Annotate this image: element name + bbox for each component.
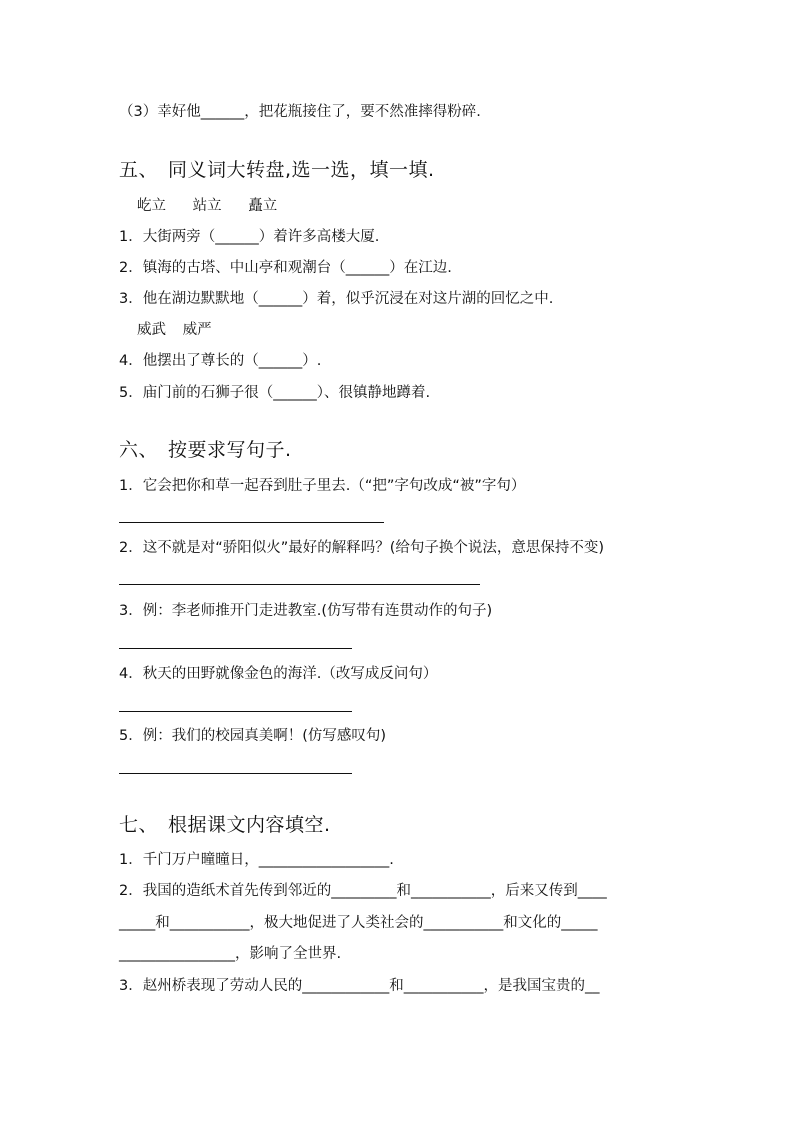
section-5-heading: 五、 同义词大转盘,选一选，填一填. xyxy=(119,159,435,181)
answer-line[interactable] xyxy=(119,648,352,649)
item-s5-2: 2．镇海的古塔、中山亭和观潮台（______）在江边. xyxy=(119,260,452,276)
word-group-2 xyxy=(137,320,234,340)
section-7-heading: 七、 根据课文内容填空. xyxy=(119,814,331,836)
item-s7-2b: _____和___________，极大地促进了人类社会的___________和文化的_____ xyxy=(119,915,598,931)
item-s6-1: 1．它会把你和草一起吞到肚子里去.（“把”字句改成“被”字句） xyxy=(119,478,526,494)
section-6-heading: 六、 按要求写句子. xyxy=(119,439,292,461)
answer-line[interactable] xyxy=(119,584,480,585)
item-s7-3: 3．赵州桥表现了劳动人民的____________和___________，是我国宝贵的__ xyxy=(119,978,600,994)
word-option: 威严 xyxy=(182,322,212,338)
item-s7-2a: 2．我国的造纸术首先传到邻近的_________和___________，后来又传到____ xyxy=(119,883,607,899)
item-s5-3: 3．他在湖边默默地（______）着，似乎沉浸在对这片湖的回忆之中. xyxy=(119,291,554,307)
item-s6-2: 2．这不就是对“骄阳似火”最好的解释吗？(给句子换个说法，意思保持不变) xyxy=(119,540,605,556)
answer-line[interactable] xyxy=(119,773,352,774)
item-s6-3: 3．例：李老师推开门走进教室.(仿写带有连贯动作的句子) xyxy=(119,603,493,619)
item-s5-1: 1．大街两旁（______）着许多高楼大厦. xyxy=(119,229,380,245)
word-option: 威武 xyxy=(137,322,166,338)
word-option: 屹立 xyxy=(137,198,166,214)
item-s4-3: （3）幸好他______，把花瓶接住了，要不然准摔得粉碎. xyxy=(119,104,481,120)
item-s7-1: 1．千门万户曈曈日，__________________. xyxy=(119,852,394,868)
word-option: 站立 xyxy=(192,198,222,214)
item-s5-5: 5．庙门前的石狮子很（______）、很镇静地蹲着. xyxy=(119,385,431,401)
item-s7-2c: ________________，影响了全世界. xyxy=(119,946,342,962)
word-group-1 xyxy=(137,196,299,216)
item-s6-4: 4．秋天的田野就像金色的海洋.（改写成反问句） xyxy=(119,666,438,682)
item-s5-4: 4．他摆出了尊长的（______）. xyxy=(119,353,322,369)
item-s6-5: 5．例：我们的校园真美啊！(仿写感叹句) xyxy=(119,728,387,744)
answer-line[interactable] xyxy=(119,711,352,712)
answer-line[interactable] xyxy=(119,522,384,523)
word-option: 矗立 xyxy=(248,198,278,214)
